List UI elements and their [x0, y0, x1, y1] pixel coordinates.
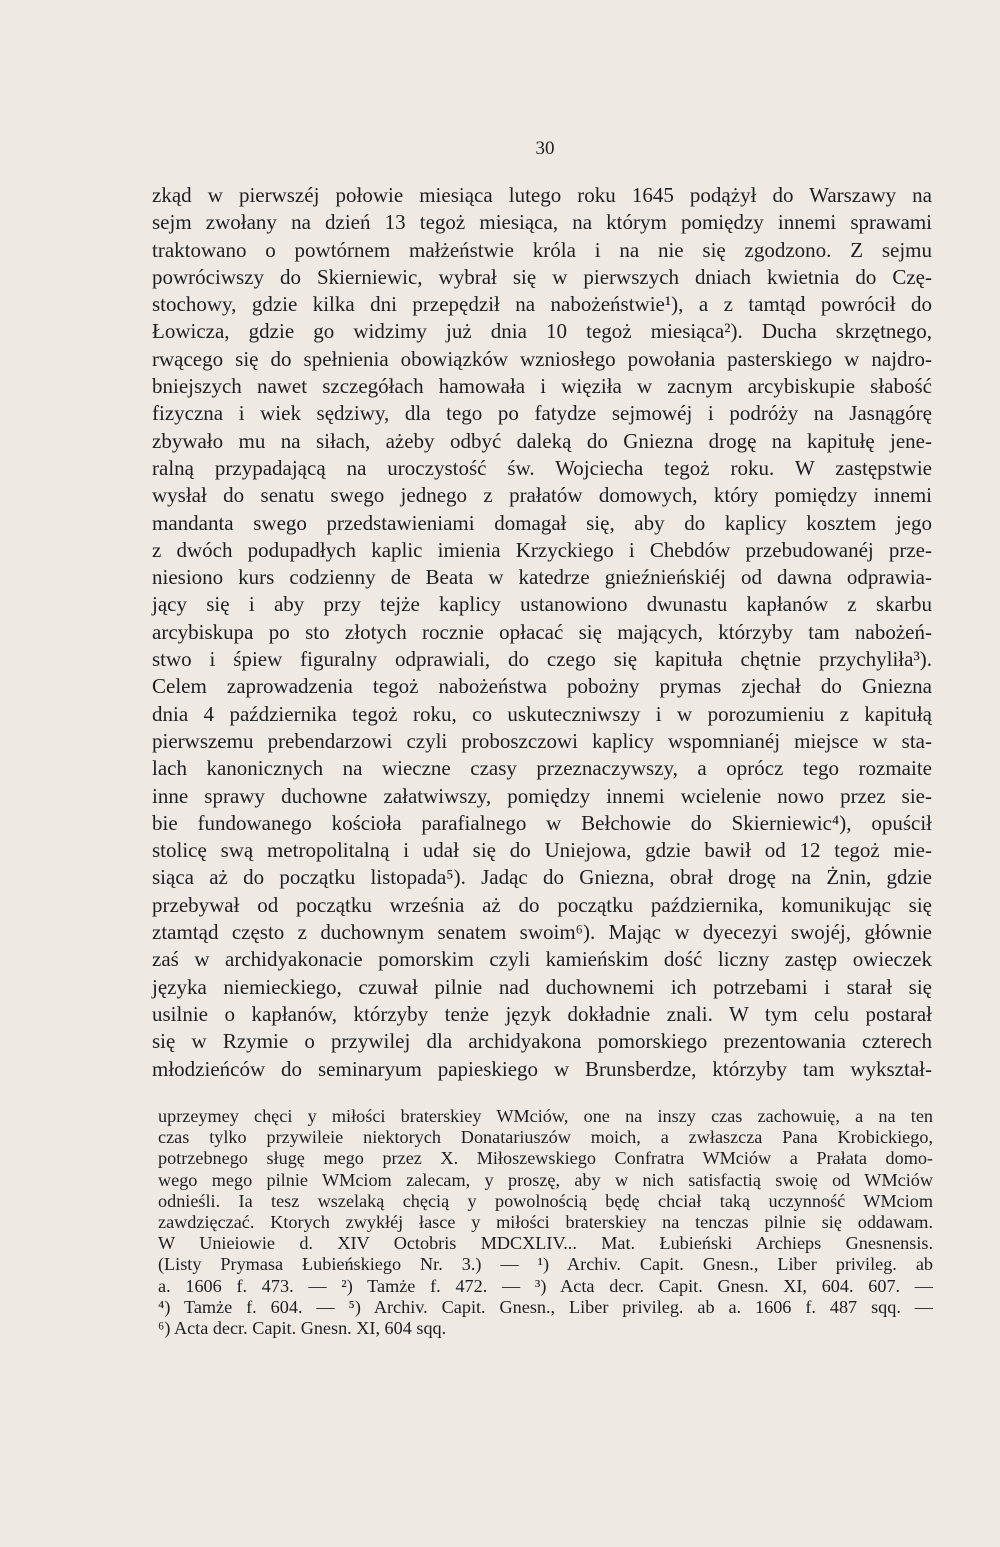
body-line: Łowicza, gdzie go widzimy już dnia 10 tegoż miesiąca²). Ducha skrzętnego,	[152, 319, 932, 344]
body-line: lach kanonicznych na wieczne czasy przeznaczywszy, a oprócz tego rozmaite	[152, 756, 932, 781]
body-line: inne sprawy duchowne załatwiwszy, pomiędzy innemi wcielenie nowo przez sie-	[152, 783, 932, 808]
body-line: Celem zaprowadzenia tegoż nabożeństwa pobożny prymas zjechał do Gniezna	[152, 674, 932, 699]
footnotes	[158, 1106, 933, 1339]
footnote-line: (Listy Prymasa Łubieńskiego Nr. 3.) — ¹) Archiv. Capit. Gnesn., Liber privileg. ab	[158, 1254, 933, 1275]
body-line: usilnie o kapłanów, którzyby tenże język dokładnie znali. W tym celu postarał	[152, 1001, 932, 1026]
main-text	[152, 182, 932, 1083]
body-line: zkąd w pierwszéj połowie miesiąca lutego roku 1645 podążył do Warszawy na	[152, 183, 932, 207]
body-line: rwącego się do spełnienia obowiązków wzniosłego powołania pasterskiego w najdro-	[152, 346, 932, 371]
body-line: niesiono kurs codzienny de Beata w katedrze gnieźnieńskiéj od dawna odprawia-	[152, 565, 932, 590]
body-line: zbywało mu na siłach, ażeby odbyć daleką do Gniezna drogę na kapitułę jene-	[152, 428, 932, 453]
body-line: zaś w archidyakonacie pomorskim czyli kamieńskim dość liczny zastęp owieczek	[152, 947, 932, 972]
body-line: języka niemieckiego, czuwał pilnie nad duchownemi ich potrzebami i starał się	[152, 974, 932, 999]
footnote-line: wego mego pilnie WMciom zalecam, y proszę, aby w nich satisfactią swoię od WMciów	[158, 1169, 933, 1190]
body-line: siąca aż do początku listopada⁵). Jadąc do Gniezna, obrał drogę na Żnin, gdzie	[152, 865, 932, 890]
body-line: fizyczna i wiek sędziwy, dla tego po fatydze sejmowéj i podróży na Jasnągórę	[152, 401, 932, 426]
body-line: stochowy, gdzie kilka dni przepędził na nabożeństwie¹), a z tamtąd powrócił do	[152, 292, 932, 317]
footnote-line: W Unieiowie d. XIV Octobris MDCXLIV... Mat. Łubieński Archieps Gnesnensis.	[158, 1233, 933, 1254]
body-line: stwo i śpiew figuralny odprawiali, do czego się kapituła chętnie przychyliła³).	[152, 647, 932, 672]
body-line: wysłał do senatu swego jednego z prałatów domowych, który pomiędzy innemi	[152, 483, 932, 508]
body-line: ralną przypadającą na uroczystość św. Wojciecha tegoż roku. W zastępstwie	[152, 455, 932, 480]
body-line: stolicę swą metropolitalną i udał się do Uniejowa, gdzie bawił od 12 tegoż mie-	[152, 838, 932, 863]
body-line: jący się i aby przy tejże kaplicy ustanowiono dwunastu kapłanów z skarbu	[152, 592, 932, 617]
body-line: arcybiskupa po sto złotych rocznie opłacać się mających, którzyby tam nabożeń-	[152, 619, 932, 644]
footnote-line: odnieśli. Ia tesz wszelaką chęcią y powolnością będę chciał taką uczynność WMciom	[158, 1190, 933, 1211]
body-line: z dwóch podupadłych kaplic imienia Krzyckiego i Chebdów przebudowanéj prze-	[152, 537, 932, 562]
body-line: pierwszemu prebendarzowi czyli proboszczowi kaplicy wspomnianéj miejsce w sta-	[152, 728, 932, 753]
body-line: bie fundowanego kościoła parafialnego w Bełchowie do Skierniewic⁴), opuścił	[152, 810, 932, 835]
body-line: przebywał od początku września aż do początku października, komunikując się	[152, 892, 932, 917]
body-line: sejm zwołany na dzień 13 tegoż miesiąca, na którym pomiędzy innemi sprawami	[152, 210, 932, 235]
footnote-line: uprzeymey chęci y miłości braterskiey WMciów, one na inszy czas zachowuię, a na ten	[158, 1106, 933, 1126]
body-line: bniejszych nawet szczegółach hamowała i więziła w zacnym arcybiskupie słabość	[152, 374, 932, 399]
footnote-line: ⁶) Acta decr. Capit. Gnesn. XI, 604 sqq.	[158, 1318, 447, 1339]
body-line: traktowano o powtórnem małżeństwie króla i na nie się zgodzono. Z sejmu	[152, 237, 932, 262]
footnote-line: zawdzięczać. Ktorych zwykłéj łasce y miłości braterskiey na tenczas pilnie się oddawam.	[158, 1212, 933, 1233]
footnote-line: potrzebnego sługę mego przez X. Miłoszewskiego Confratra WMciów a Prałata domo-	[158, 1148, 933, 1169]
body-line: dnia 4 października tegoż roku, co uskuteczniwszy i w porozumieniu z kapitułą	[152, 701, 932, 726]
footnote-line: a. 1606 f. 473. — ²) Tamże f. 472. — ³) Acta decr. Capit. Gnesn. XI, 604. 607. —	[158, 1275, 933, 1296]
footnote-line: ⁴) Tamże f. 604. — ⁵) Archiv. Capit. Gnesn., Liber privileg. ab a. 1606 f. 487 sqq. —	[158, 1296, 933, 1317]
body-line: się w Rzymie o przywilej dla archidyakona pomorskiego prezentowania czterech	[152, 1029, 932, 1054]
body-line: ztamtąd często z duchownym senatem swoim⁶). Mając w dyecezyi swojéj, głównie	[152, 920, 932, 945]
body-line: młodzieńców do seminaryum papieskiego w Brunsberdze, którzyby tam wykształ-	[152, 1056, 932, 1081]
footnote-line: czas tylko przywileie niektorych Donatariuszów moich, a zwłaszcza Pana Krobickiego,	[158, 1127, 933, 1148]
body-line: mandanta swego przedstawieniami domagał się, aby do kaplicy kosztem jego	[152, 510, 932, 535]
page-number: 30	[535, 138, 555, 159]
body-line: powróciwszy do Skierniewic, wybrał się w pierwszych dniach kwietnia do Czę-	[152, 264, 932, 289]
